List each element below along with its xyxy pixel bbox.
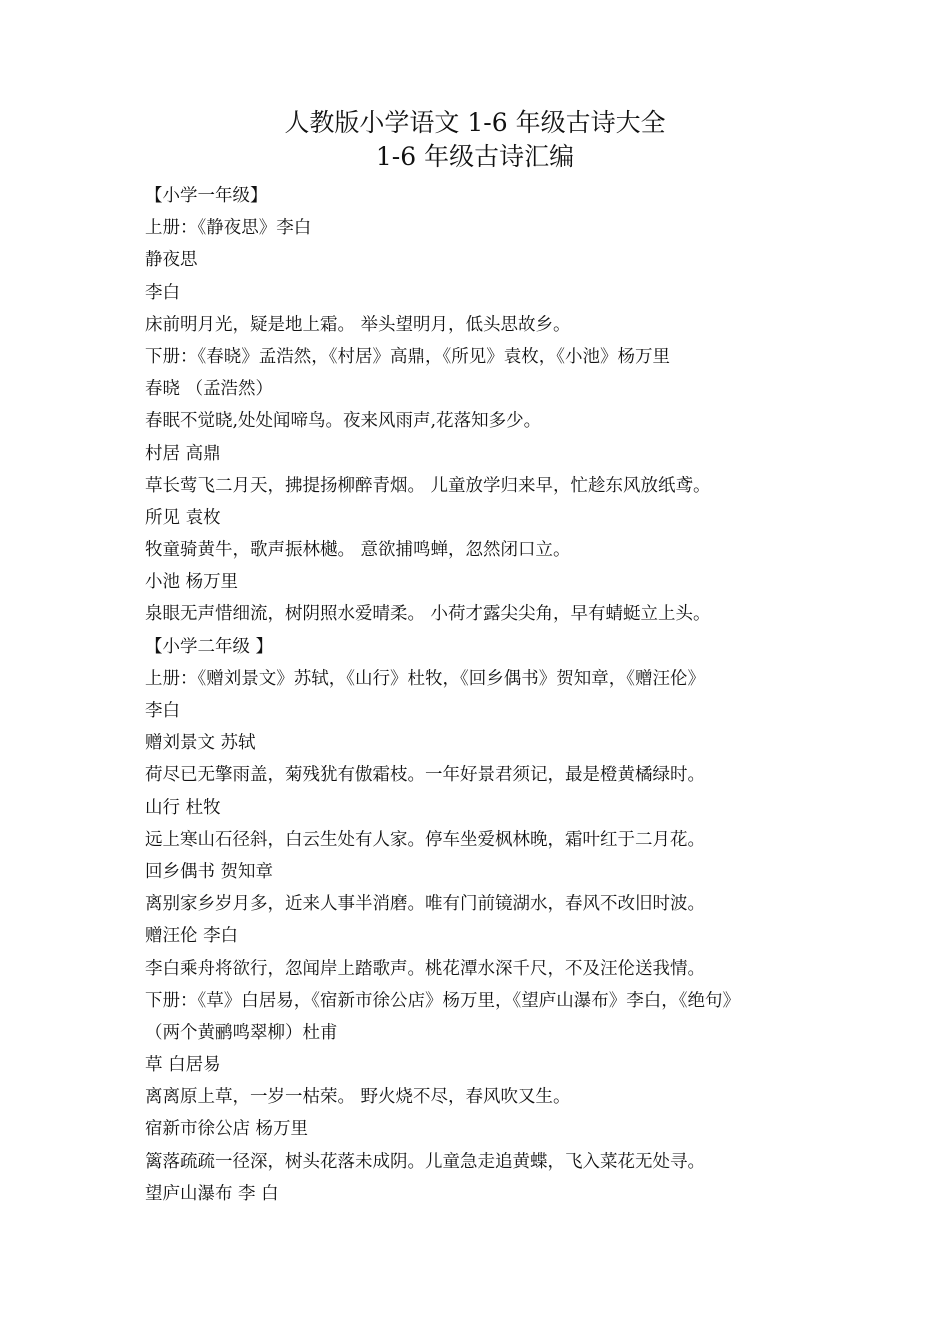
poem-text: 离离原上草，一岁一枯荣。 野火烧不尽，春风吹又生。	[145, 1087, 571, 1108]
poem-title: 赠汪伦 李白	[145, 926, 239, 947]
section-heading-grade-2: 【小学二年级 】	[145, 636, 274, 657]
poem-title: 静夜思	[145, 250, 198, 271]
poem-text: 床前明月光，疑是地上霜。 举头望明月，低头思故乡。	[145, 314, 571, 335]
poem-text: 远上寒山石径斜，白云生处有人家。停车坐爱枫林晚，霜叶红于二月花。	[145, 829, 705, 850]
volume-listing: 下册：《草》白居易，《宿新市徐公店》杨万里，《望庐山瀑布》李白，《绝句》	[145, 990, 740, 1011]
volume-listing: 上册：《赠刘景文》苏轼，《山行》杜牧，《回乡偶书》贺知章，《赠汪伦》	[145, 668, 705, 689]
volume-listing: 下册：《春晓》孟浩然，《村居》高鼎，《所见》袁枚，《小池》杨万里	[145, 346, 670, 367]
document-subtitle: 1-6 年级古诗汇编	[375, 142, 575, 171]
poem-text: 春眠不觉晓,处处闻啼鸟。夜来风雨声,花落知多少。	[145, 411, 542, 432]
poem-title: 赠刘景文 苏轼	[145, 733, 256, 754]
title-block	[0, 106, 950, 174]
poem-author: 李白	[145, 282, 180, 303]
volume-listing: 上册：《静夜思》李白	[145, 218, 312, 239]
section-heading-grade-1: 【小学一年级】	[145, 186, 268, 206]
volume-listing-continued: 李白	[145, 701, 180, 721]
poem-title: 草 白居易	[145, 1055, 221, 1076]
poem-text: 篱落疏疏一径深，树头花落未成阴。儿童急走追黄蝶，飞入菜花无处寻。	[145, 1151, 705, 1172]
poem-text: 草长莺飞二月天，拂提扬柳醉青烟。 儿童放学归来早，忙趁东风放纸鸢。	[145, 475, 711, 496]
poem-title: 村居 高鼎	[145, 443, 221, 464]
poem-title: 望庐山瀑布 李 白	[145, 1183, 279, 1204]
poem-title: 回乡偶书 贺知章	[145, 861, 274, 882]
poem-list	[145, 180, 835, 1210]
volume-listing-continued: （两个黄鹂鸣翠柳）杜甫	[145, 1022, 338, 1043]
poem-title: 春晓 （孟浩然）	[145, 379, 274, 400]
poem-text: 李白乘舟将欲行，忽闻岸上踏歌声。桃花潭水深千尺，不及汪伦送我情。	[145, 958, 705, 979]
poem-title: 小池 杨万里	[145, 572, 239, 593]
poem-text: 离别家乡岁月多，近来人事半消磨。唯有门前镜湖水，春风不改旧时波。	[145, 894, 705, 915]
poem-title: 所见 袁枚	[145, 507, 221, 528]
poem-text: 荷尽已无擎雨盖，菊残犹有傲霜枝。一年好景君须记，最是橙黄橘绿时。	[145, 765, 705, 786]
poem-text: 泉眼无声惜细流，树阴照水爱晴柔。 小荷才露尖尖角，早有蜻蜓立上头。	[145, 604, 711, 625]
poem-text: 牧童骑黄牛，歌声振林樾。 意欲捕鸣蝉，忽然闭口立。	[145, 540, 571, 561]
poem-title: 山行 杜牧	[145, 797, 221, 818]
poem-title: 宿新市徐公店 杨万里	[145, 1119, 309, 1140]
document-title: 人教版小学语文 1-6 年级古诗大全	[284, 108, 666, 137]
